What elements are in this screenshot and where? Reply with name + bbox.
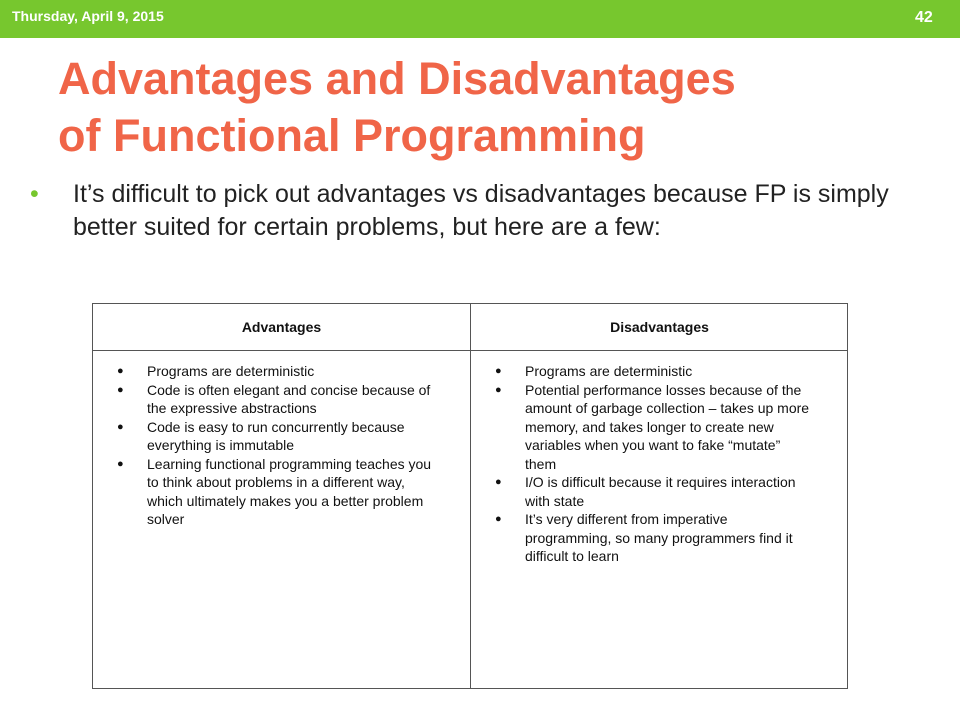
advantages-cell [107,362,437,529]
disadvantage-item [485,362,815,381]
advantage-item [107,381,437,418]
bullet-dot-icon: ● [495,513,502,525]
bullet-dot-icon: ● [117,420,124,433]
advantage-item [107,455,437,529]
slide-number: 42 [915,9,933,26]
bullet-dot-icon: ● [495,383,502,396]
intro-text: It’s difficult to pick out advantages vs disadvantages because FP is simply better suited for certain problems, but here are a few: [73,180,889,241]
disadvantage-text: I/O is difficult because it requires interaction with state [525,474,796,509]
slide-title [58,50,918,164]
disadvantage-text: Potential performance losses because of the amount of garbage collection – takes up more memory, and takes longer to create new variables when you want to fake “mutate” them [525,381,810,472]
advantage-text: Programs are deterministic [147,363,315,379]
advantages-header: Advantages [241,319,322,335]
advantage-item [107,362,437,381]
bullet-dot-icon: ● [117,457,124,470]
disadvantage-item [485,510,815,566]
intro-bullet [30,178,910,244]
advantage-text: Code is easy to run concurrently because everything is immutable [147,418,405,453]
comparison-table [92,303,848,689]
advantage-text: Learning functional programming teaches you to think about problems in a different way, which ultimately makes you a better problem solver [147,455,432,527]
disadvantages-list [485,362,815,566]
disadvantage-item [485,473,815,510]
disadvantage-text: Programs are deterministic [525,363,693,379]
disadvantages-header: Disadvantages [610,319,709,335]
bullet-dot-icon: • [30,180,39,208]
column-divider [470,304,471,688]
bullet-dot-icon: ● [117,383,124,396]
title-line-2: of Functional Programming [58,110,646,161]
bullet-dot-icon: ● [495,476,502,488]
disadvantage-item [485,381,815,474]
slide-date: Thursday, April 9, 2015 [12,8,164,24]
advantage-text: Code is often elegant and concise because of the expressive abstractions [147,381,431,416]
title-line-1: Advantages and Disadvantages [58,53,736,104]
header-bar [0,0,960,38]
advantages-list [107,362,437,529]
disadvantage-text: It’s very different from imperative programming, so many programmers find it difficult to learn [525,511,793,564]
disadvantages-cell [485,362,815,566]
bullet-dot-icon: ● [495,365,502,377]
advantage-item [107,418,437,455]
bullet-dot-icon: ● [117,365,124,377]
